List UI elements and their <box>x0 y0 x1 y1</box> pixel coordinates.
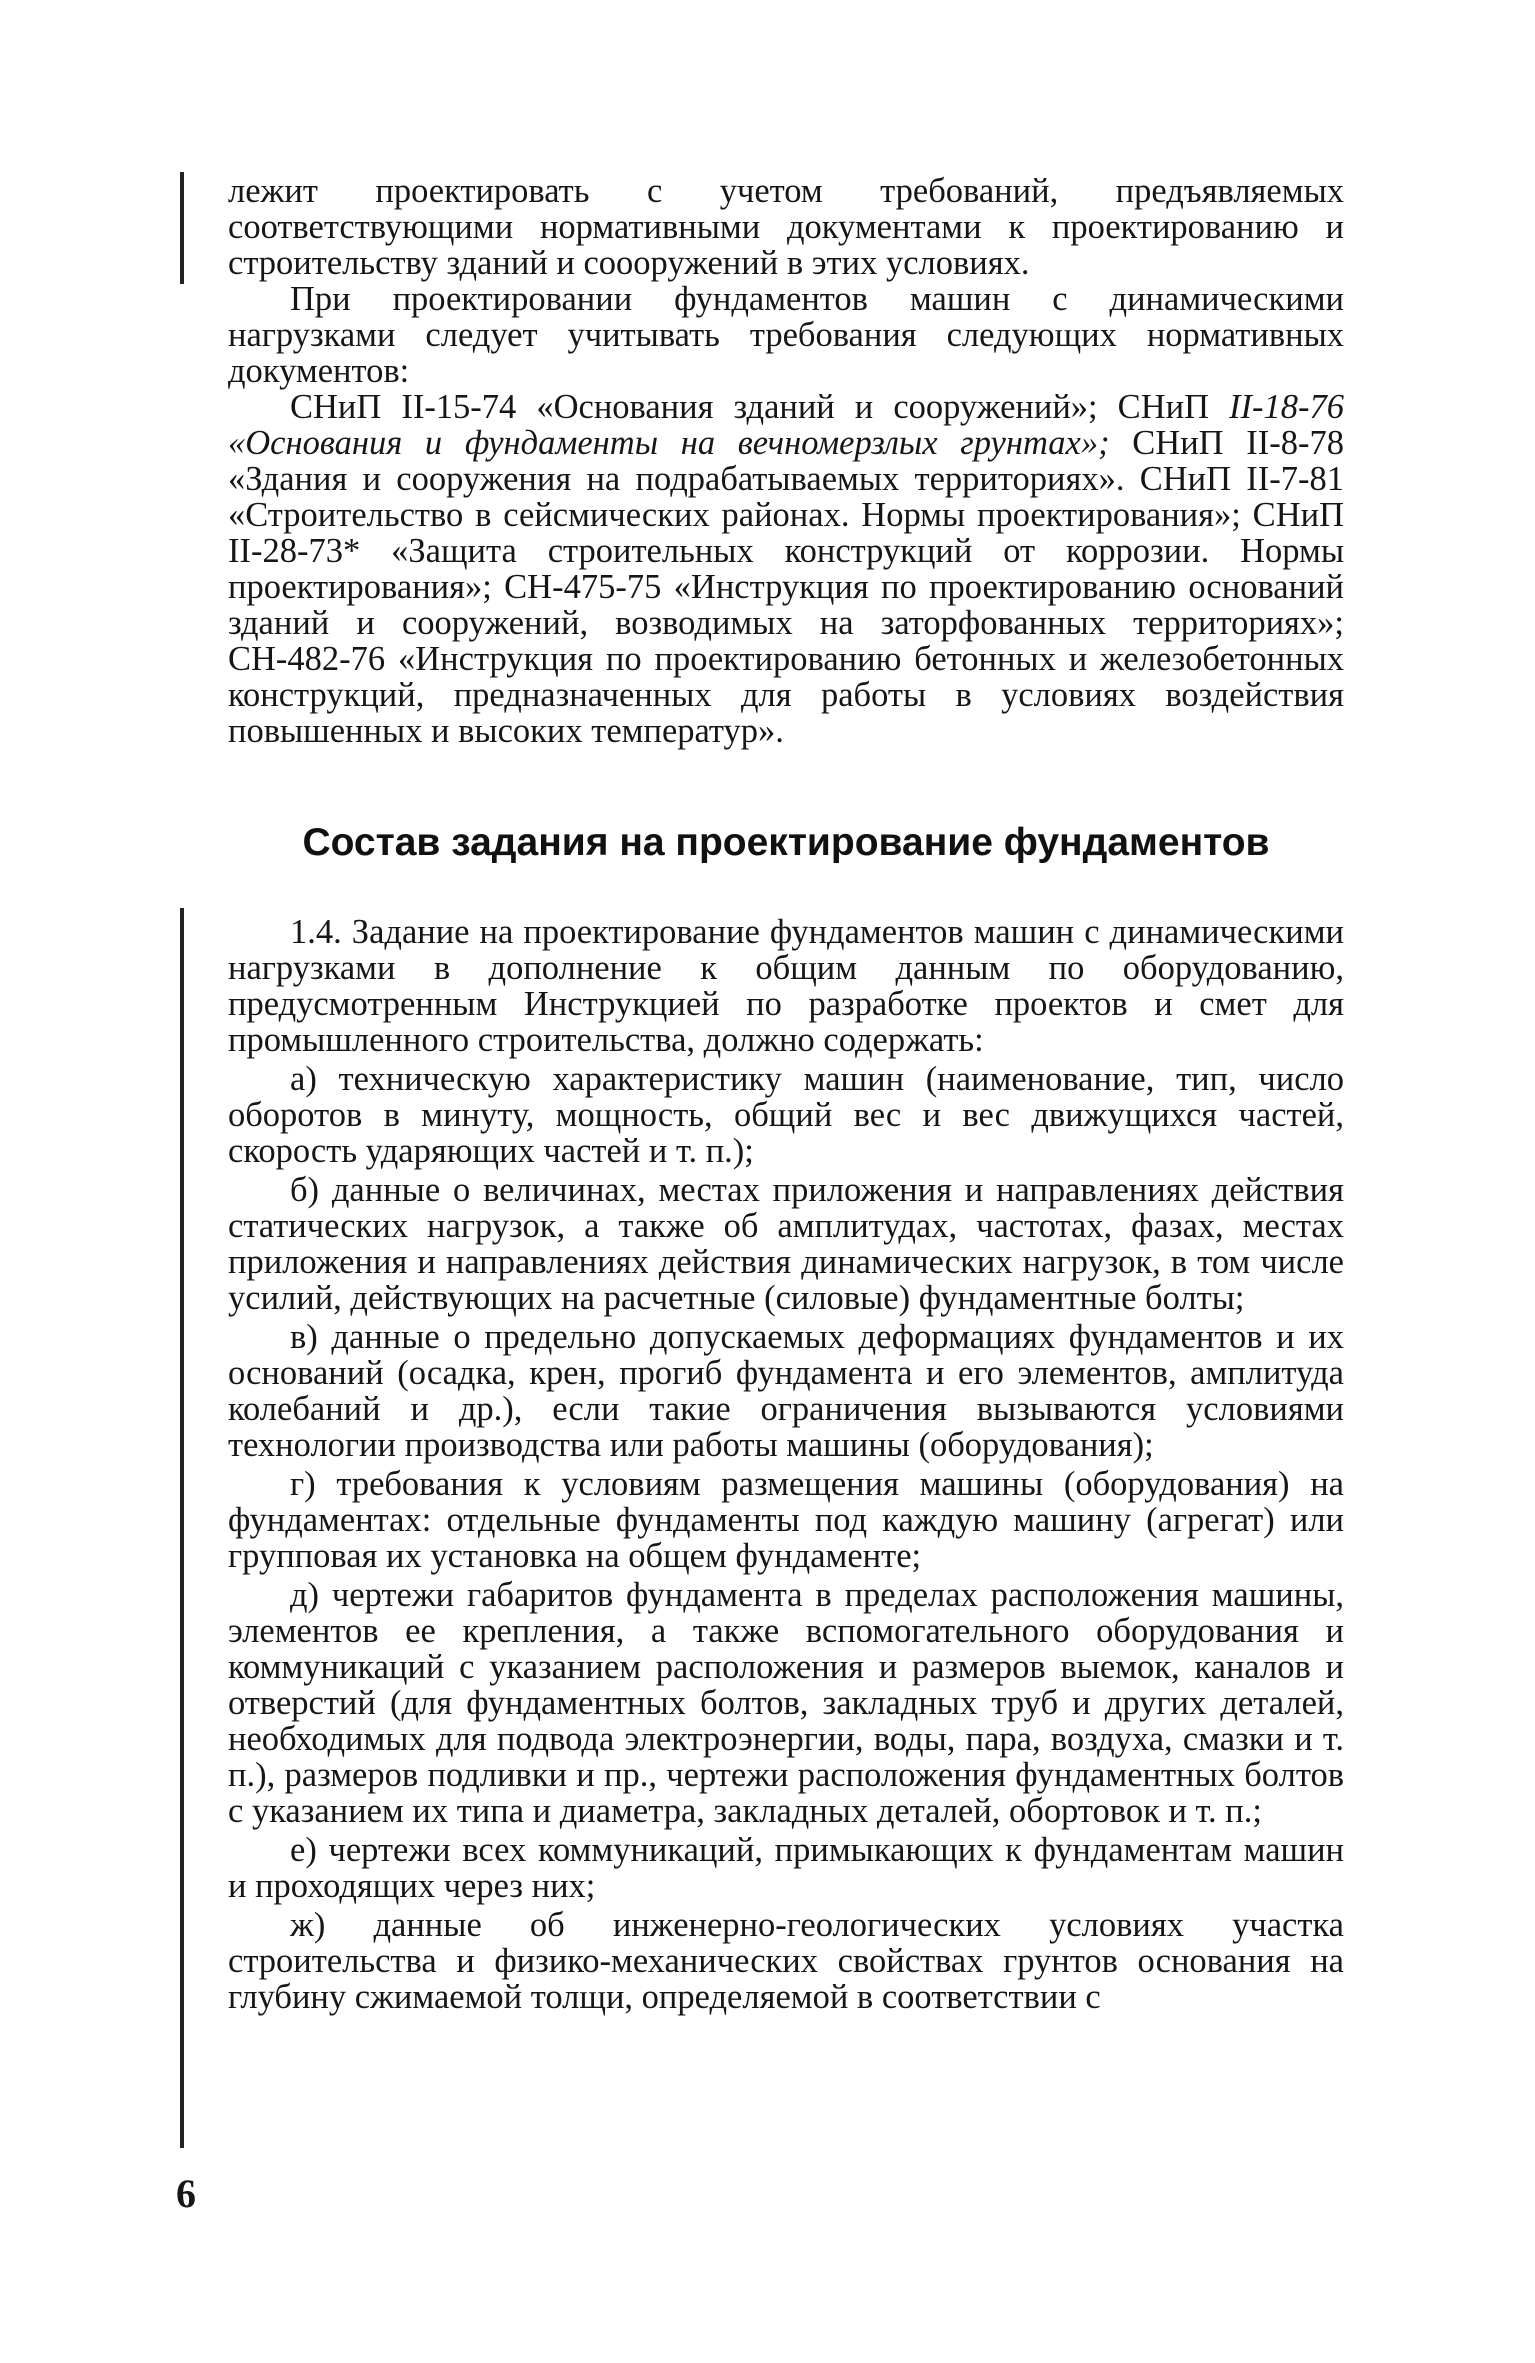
normative-list-part-2: СНиП II-8-78 «Здания и сооружения на подрабатываемых территориях». СНиП II-7-81 «Строительство в сейсмических районах. Нормы проектирования»; СНиП II-28-73* «Защита строительных конструкций от коррозии. Нормы проектирования»; СН-475-75 «Инструкция по проектированию оснований зданий и сооружений, возводимых на заторфованных территориях»; СН-482-76 «Инструкция по проектированию бетонных и железобетонных конструкций, предназначенных для работы в условиях воздействия повышенных и высоких температур». <box>228 424 1344 750</box>
list-item-g: г) требования к условиям размещения машины (оборудования) на фундаментах: отдельные фундаменты под каждую машину (агрегат) или групповая их установка на общем фундаменте; <box>228 1465 1344 1575</box>
section-text-block <box>228 914 1344 2015</box>
normative-list-part-1: СНиП II-15-74 «Основания зданий и сооружений»; СНиП <box>290 388 1230 426</box>
section-heading: Состав задания на проектирование фундаментов <box>302 821 1270 864</box>
list-item-a: а) техническую характеристику машин (наименование, тип, число оборотов в минуту, мощность, общий вес и вес движущихся частей, скорость ударяющих частей и т. п.); <box>228 1060 1344 1170</box>
paragraph-normative-list <box>228 389 1344 749</box>
margin-change-bar <box>180 908 184 2148</box>
list-item-v: в) данные о предельно допускаемых деформациях фундаментов и их оснований (осадка, крен, прогиб фундамента и его элементов, амплитуда колебаний и др.), если такие ограничения вызываются условиями технологии производства или работы машины (оборудования); <box>228 1318 1344 1464</box>
margin-change-bar <box>180 172 184 284</box>
clause-1-4-intro: 1.4. Задание на проектирование фундаментов машин с динамическими нагрузками в дополнение к общим данным по оборудованию, предусмотренным Инструкцией по разработке проектов и смет для промышленного строительства, должно содержать: <box>228 913 1344 1059</box>
list-item-zh: ж) данные об инженерно-геологических условиях участка строительства и физико-механических свойствах грунтов основания на глубину сжимаемой толщи, определяемой в соответствии с <box>228 1906 1344 2016</box>
paragraph-normative-intro: При проектировании фундаментов машин с динамическими нагрузками следует учитывать требования следующих нормативных документов: <box>228 280 1344 390</box>
paragraph-continuation: лежит проектировать с учетом требований, предъявляемых соответствующими нормативными документами к проектированию и строительству зданий и соооружений в этих условиях. <box>228 172 1344 282</box>
list-item-d: д) чертежи габаритов фундамента в пределах расположения машины, элементов ее крепления, а также вспомогательного оборудования и коммуникаций с указанием расположения и размеров выемок, каналов и отверстий (для фундаментных болтов, закладных труб и других деталей, необходимых для подвода электроэнергии, воды, пара, воздуха, смазки и т. п.), размеров подливки и пр., чертежи расположения фундаментных болтов с указанием их типа и диаметра, закладных деталей, обортовок и т. п.; <box>228 1576 1344 1830</box>
list-item-b: б) данные о величинах, местах приложения и направлениях действия статических нагрузок, а также об амплитудах, частотах, фазах, местах приложения и направлениях действия динамических нагрузок, в том числе усилий, действующих на расчетные (силовые) фундаментные болты; <box>228 1171 1344 1317</box>
normative-list-italic: II-18-76 «Основания и фундаменты на вечномерзлых грунтах»; <box>228 388 1344 462</box>
page-number: 6 <box>176 2171 196 2216</box>
top-text-block <box>228 173 1344 749</box>
list-item-e: е) чертежи всех коммуникаций, примыкающих к фундаментам машин и проходящих через них; <box>228 1831 1344 1905</box>
